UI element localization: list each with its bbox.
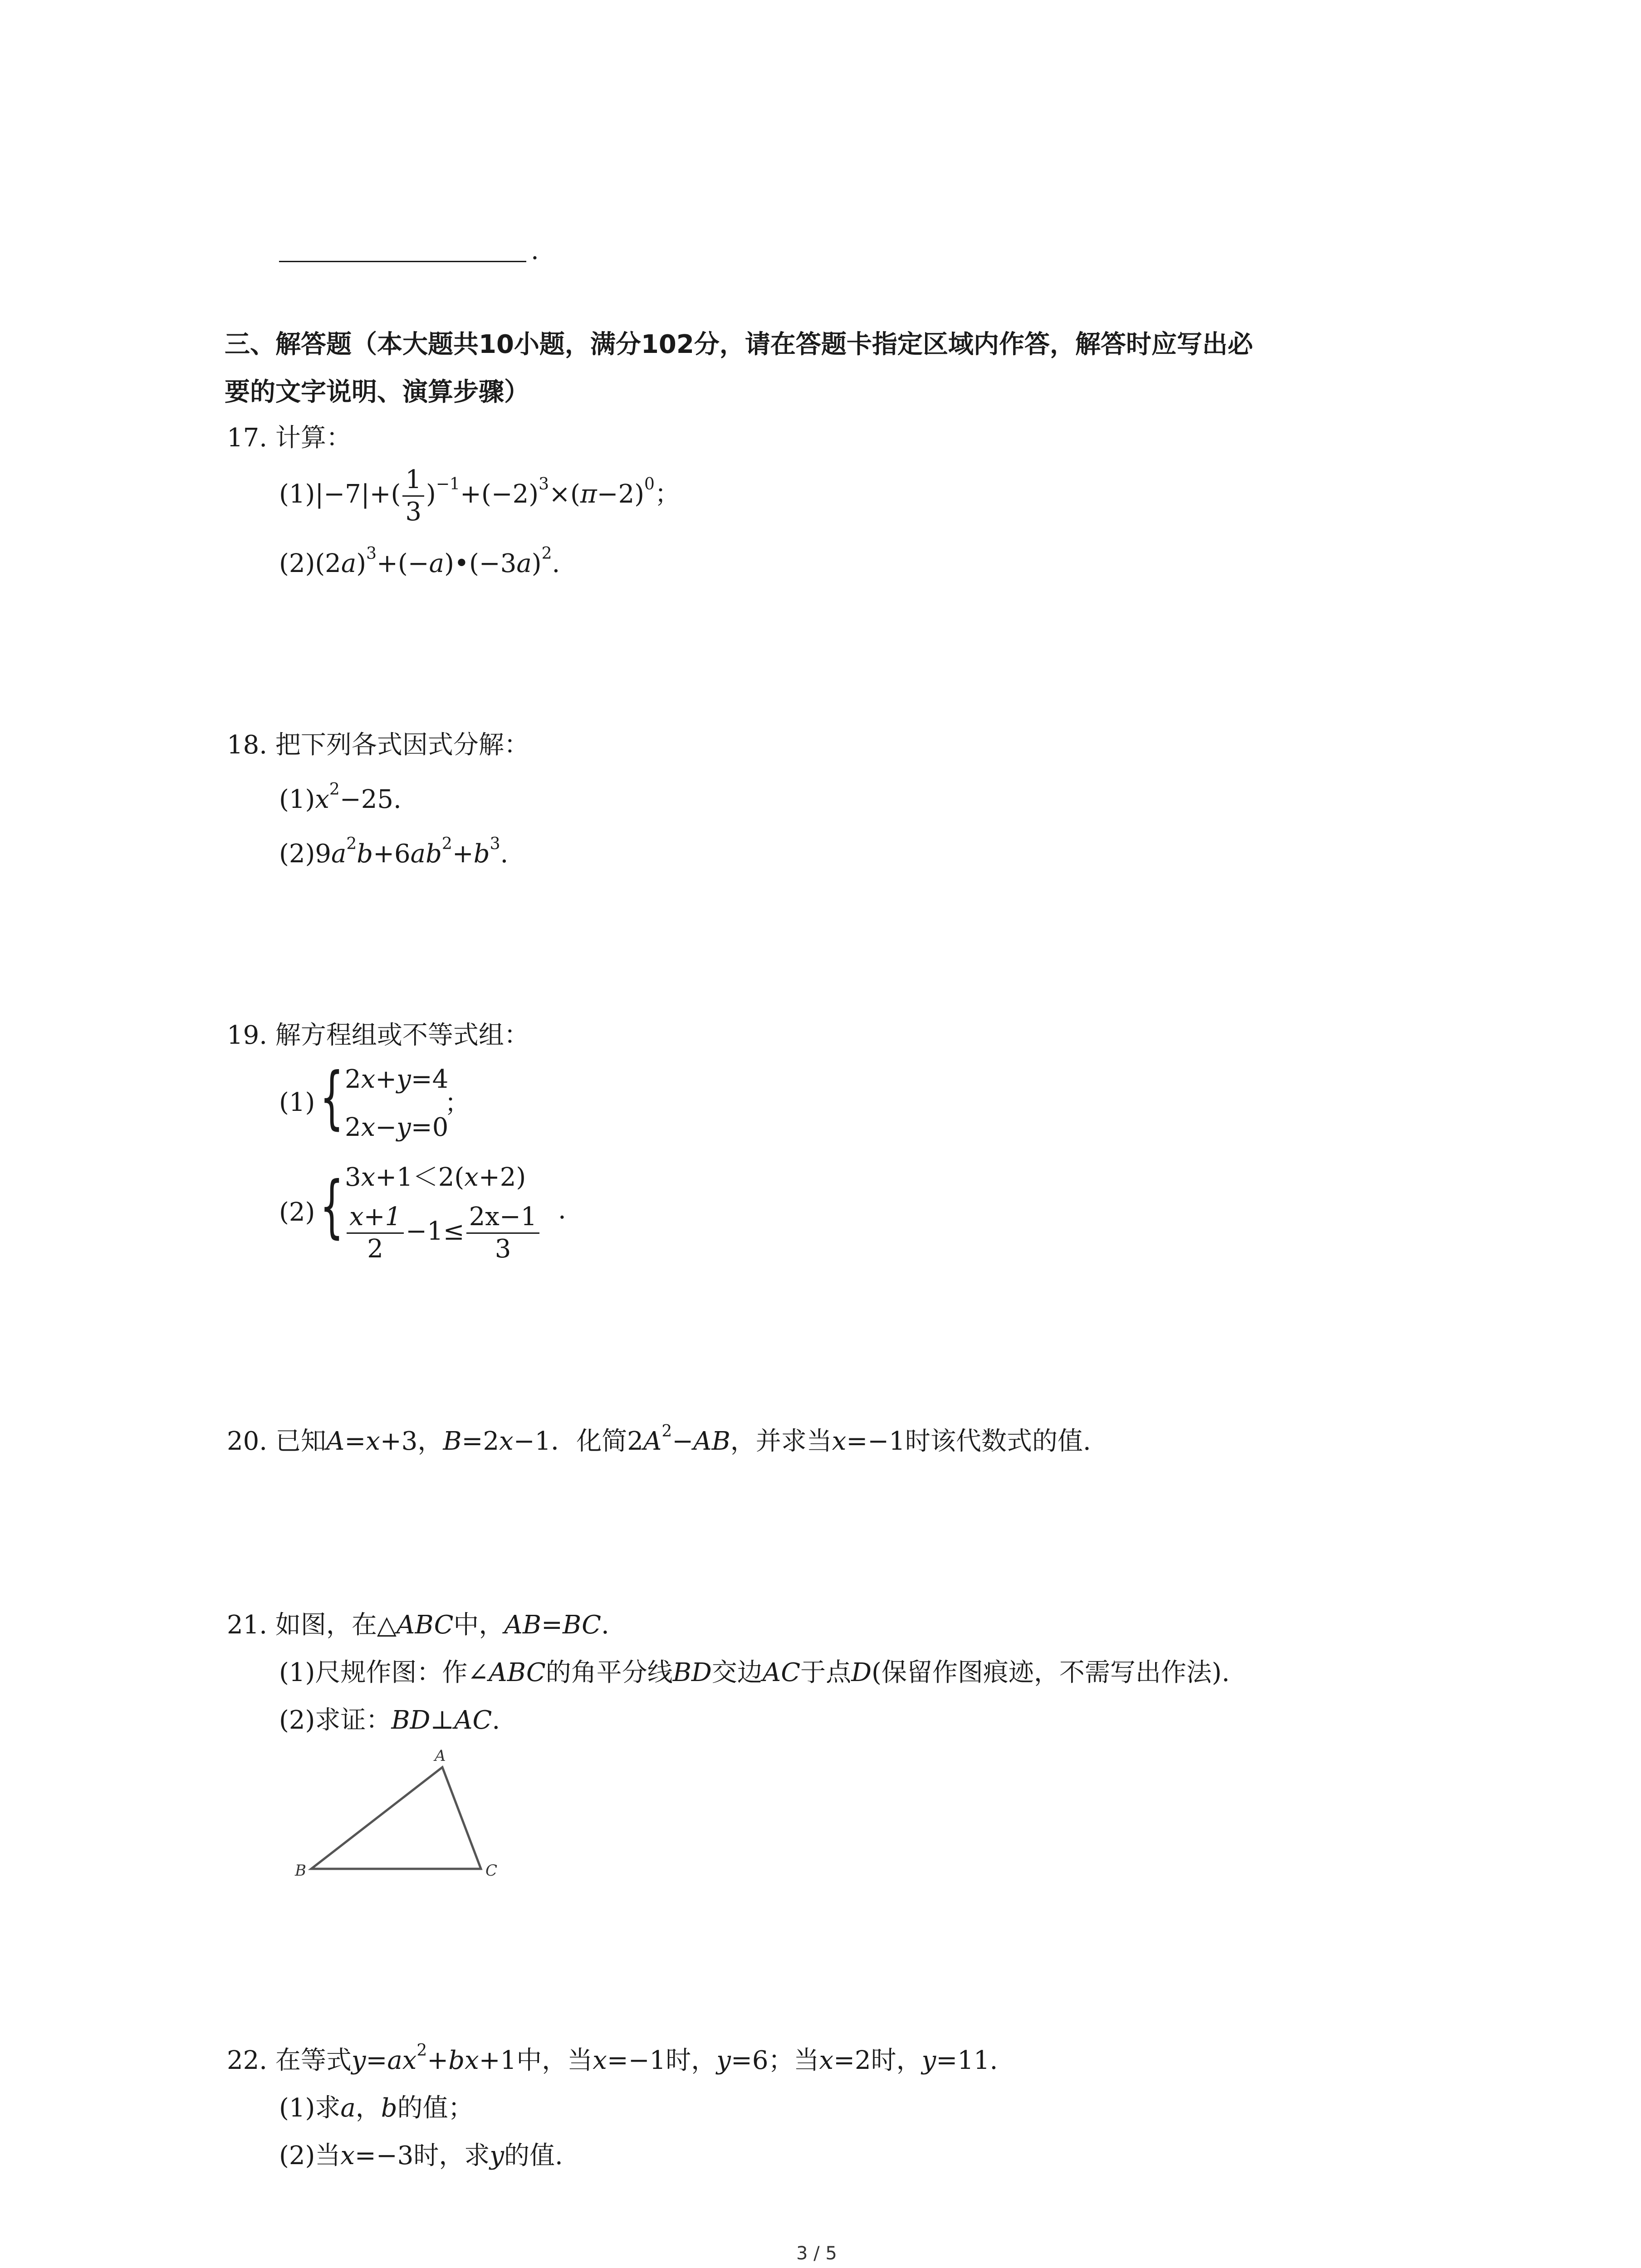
q18-title: 18. 把下列各式因式分解： xyxy=(227,730,529,760)
q19-part2-ineq2: $\frac{x+1}{2}$ −1≤ $\frac{2x-1}{3}$ xyxy=(345,1204,541,1262)
q19-part2-brace: { xyxy=(320,1167,344,1246)
q20-text: 20. 已知A=x+3，B=2x−1．化简$2A^2-AB$，并求当x=−1时该代数式的值. xyxy=(227,1422,1091,1456)
q21-part1: (1)尺规作图：作∠ABC的角平分线BD交边AC于点D(保留作图痕迹，不需写出作法). xyxy=(279,1658,1230,1687)
q18-part2: $(2)9a^2b+6ab^2+b^3$. xyxy=(279,835,509,869)
vertex-label-b: B xyxy=(295,1862,306,1880)
triangle-figure xyxy=(281,1737,517,1887)
q18-part1: $(1)x^2-25$. xyxy=(279,780,402,814)
q17-part2: $(2)(2a)^3+(-a)•(-3a)^2$. xyxy=(279,544,560,578)
q21-title: 21. 如图，在△ABC中，AB=BC. xyxy=(227,1610,609,1640)
section-heading-line2: 要的文字说明、演算步骤） xyxy=(225,377,529,407)
q19-part1-eq1: 2x+y=4 xyxy=(345,1065,449,1094)
q22-part1: (1)求a，b的值； xyxy=(279,2093,474,2123)
q19-part2-end: . xyxy=(558,1195,566,1225)
q19-part1-label: (1) xyxy=(279,1088,315,1117)
page-number: 3 / 5 xyxy=(796,2243,837,2264)
q19-part1-brace: { xyxy=(320,1058,344,1137)
q19-part2-label: (2) xyxy=(279,1198,315,1227)
q19-title: 19. 解方程组或不等式组： xyxy=(227,1021,529,1050)
vertex-label-a: A xyxy=(435,1747,446,1765)
q17-part1: (1)|−7|+( $\frac{1}{3}$ )$^{-1}+(-2)^3\times(\pi-2)^0$； xyxy=(279,465,680,527)
section-heading-line1: 三、解答题（本大题共10小题，满分102分，请在答题卡指定区域内作答，解答时应写出必 xyxy=(225,330,1253,359)
q22-title: 22. 在等式$y=ax^2+bx+1$中，当x=−1时，y=6；当x=2时，y=11. xyxy=(227,2041,998,2075)
triangle-abc xyxy=(311,1767,481,1869)
vertex-label-c: C xyxy=(485,1862,498,1880)
q21-part2: (2)求证：BD⊥AC. xyxy=(279,1706,500,1735)
blank-period: . xyxy=(531,236,539,265)
q19-part2-ineq1: 3x+1＜2(x+2) xyxy=(345,1163,526,1192)
q17-title: 17. 计算： xyxy=(227,423,352,453)
answer-blank-line xyxy=(279,261,526,262)
q19-part1-eq2: 2x−y=0 xyxy=(345,1113,449,1142)
q22-part2: (2)当x=−3时，求y的值. xyxy=(279,2141,563,2170)
q19-part1-end: ； xyxy=(445,1089,470,1118)
